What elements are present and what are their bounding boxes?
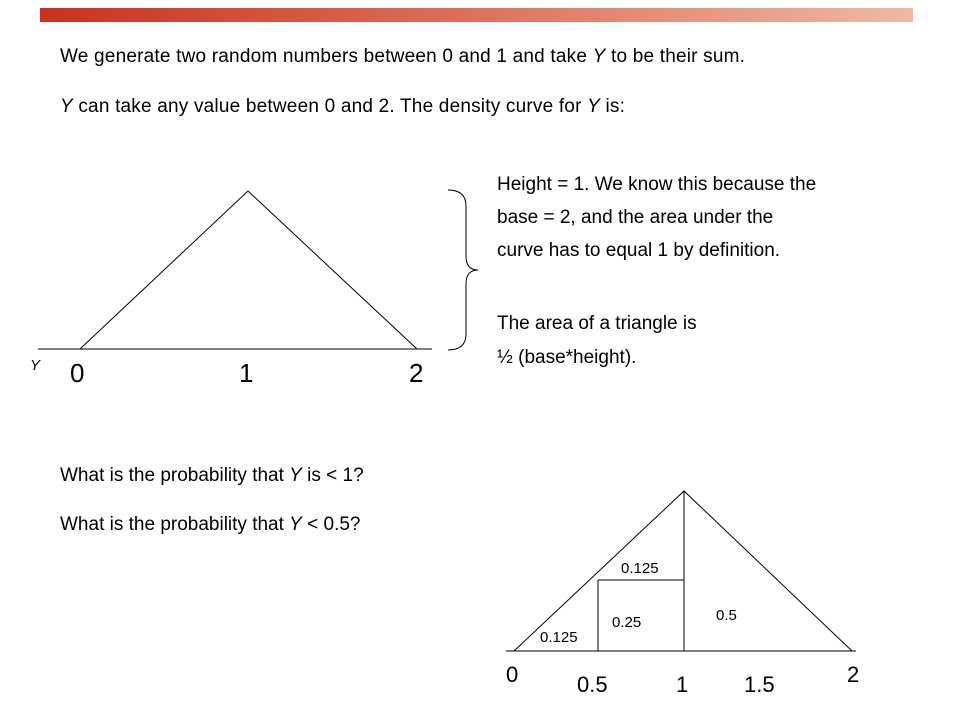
- question-1-pre: What is the probability that: [60, 465, 290, 486]
- question-1-var: Y: [289, 465, 302, 486]
- area-left-triangle: 0.125: [540, 629, 578, 646]
- area-upper-triangle: 0.125: [621, 560, 659, 577]
- area-square: 0.25: [612, 614, 642, 631]
- tick2-label-0: 0: [506, 662, 519, 687]
- intro-line-2-post: is:: [599, 96, 626, 117]
- question-2-post: < 0.5?: [301, 514, 361, 535]
- density-diagram-2: [506, 491, 859, 697]
- tick2-label-1-5: 1.5: [744, 672, 775, 697]
- explanation-line-2: base = 2, and the area under the: [497, 207, 774, 228]
- area-right-half: 0.5: [716, 607, 737, 624]
- explanation-line-3: curve has to equal 1 by definition.: [497, 240, 781, 261]
- curly-brace: [448, 190, 478, 350]
- explanation-line-4: The area of a triangle is: [497, 313, 697, 334]
- explanation-line-1: Height = 1. We know this because the: [497, 174, 817, 195]
- tick-label-0: 0: [70, 358, 85, 388]
- tick2-label-1: 1: [676, 672, 689, 697]
- tick-label-2: 2: [409, 358, 424, 388]
- tick-label-1: 1: [239, 358, 254, 388]
- intro-line-1-pre: We generate two random numbers between 0 and 1 and take: [60, 46, 593, 67]
- density-triangle-2: [514, 491, 852, 651]
- tick2-label-2: 2: [847, 662, 860, 687]
- intro-line-2-var: Y: [60, 96, 73, 117]
- question-2: [60, 514, 361, 536]
- y-axis-label: Y: [30, 357, 41, 374]
- intro-line-1-post: to be their sum.: [605, 46, 746, 67]
- question-1-post: is < 1?: [301, 465, 364, 486]
- density-triangle-1: [80, 191, 417, 349]
- intro-line-1-var: Y: [592, 46, 606, 67]
- tick2-label-0-5: 0.5: [577, 672, 608, 697]
- intro-line-2-var2: Y: [587, 96, 600, 117]
- question-2-pre: What is the probability that: [60, 514, 290, 535]
- intro-line-2-mid: can take any value between 0 and 2. The density curve for: [72, 96, 588, 117]
- explanation-line-5: ½ (base*height).: [497, 347, 637, 368]
- density-diagram-1: [30, 191, 432, 388]
- question-2-var: Y: [289, 514, 302, 535]
- question-1: [60, 465, 364, 487]
